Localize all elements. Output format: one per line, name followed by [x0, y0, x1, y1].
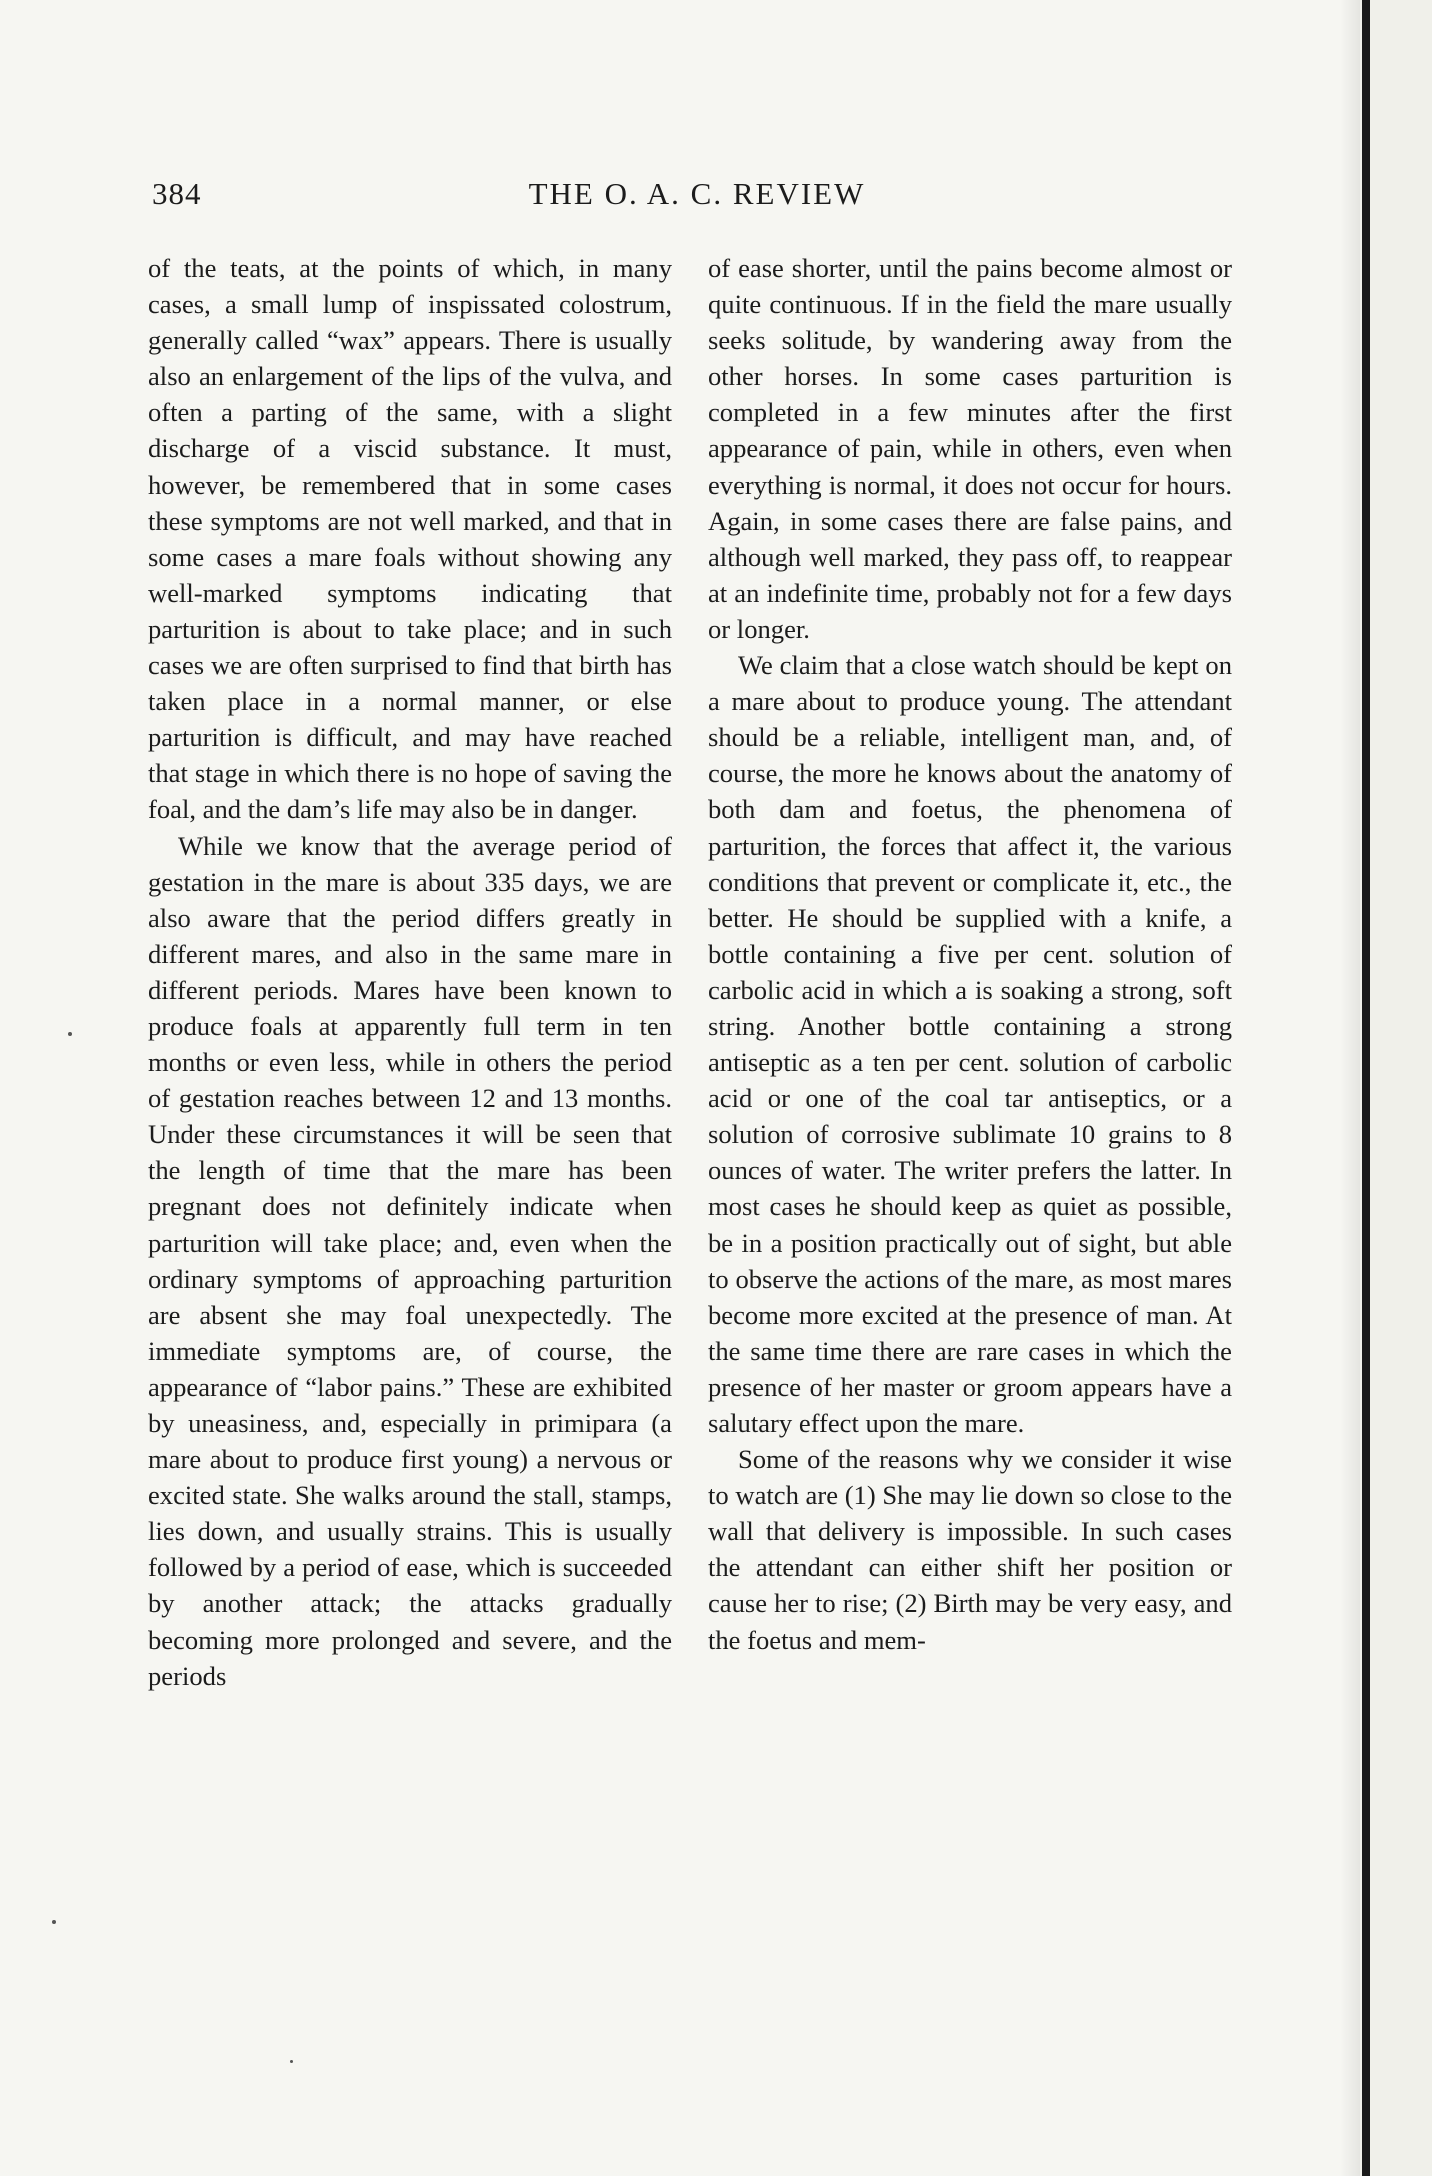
page-header	[152, 176, 1242, 220]
print-speck	[52, 1920, 56, 1924]
left-column	[148, 250, 672, 1694]
next-page-edge	[1360, 0, 1432, 2176]
right-column	[708, 250, 1232, 1658]
page-gutter-shadow	[1340, 0, 1362, 2176]
paragraph: We claim that a close watch should be kept on a mare about to produce young. The attendant should be a reliable, intelligent man, and, of course, the more he knows about the anatomy of both dam and foetus, the phenomena of parturition, the forces that affect it, the various conditions that prevent or complicate it, etc., the better. He should be supplied with a knife, a bottle containing a five per cent. solution of carbolic acid in which a is soaking a strong, soft string. Another bottle containing a strong antiseptic as a ten per cent. solution of carbolic acid or one of the coal tar antiseptics, or a solution of corrosive sublimate 10 grains to 8 ounces of water. The writer prefers the latter. In most cases he should keep as quiet as possible, be in a position practically out of sight, but able to observe the actions of the mare, as most mares become more excited at the presence of man. At the same time there are rare cases in which the presence of her master or groom appears have a salutary effect upon the mare.	[708, 650, 1232, 1438]
paragraph: of the teats, at the points of which, in many cases, a small lump of inspissated colostrum, generally called “wax” appears. There is usually also an enlargement of the lips of the vulva, and often a parting of the same, with a slight discharge of a viscid substance. It must, however, be remembered that in some cases these symptoms are not well marked, and that in some cases a mare foals without showing any well-marked symptoms indicating that parturition is about to take place; and in such cases we are often surprised to find that birth has taken place in a normal manner, or else parturition is difficult, and may have reached that stage in which there is no hope of saving the foal, and the dam’s life may also be in danger.	[148, 253, 672, 825]
running-title: THE O. A. C. REVIEW	[528, 176, 866, 211]
print-speck	[290, 2060, 293, 2063]
page-binding-line	[1362, 0, 1370, 2176]
paragraph: of ease shorter, until the pains become almost or quite continuous. If in the field the mare usually seeks solitude, by wandering away from the other horses. In some cases parturition is completed in a few minutes after the first appearance of pain, while in others, even when everything is normal, it does not occur for hours. Again, in some cases there are false pains, and although well marked, they pass off, to reappear at an indefinite time, probably not for a few days or longer.	[708, 253, 1232, 644]
paragraph: While we know that the average period of gestation in the mare is about 335 days, we are also aware that the period differs greatly in different mares, and also in the same mare in different periods. Mares have been known to produce foals at apparently full term in ten months or even less, while in others the period of gestation reaches between 12 and 13 months. Under these circumstances it will be seen that the length of time that the mare has been pregnant does not definitely indicate when parturition will take place; and, even when the ordinary symptoms of approaching parturition are absent she may foal unexpectedly. The immediate symptoms are, of course, the appearance of “labor pains.” These are exhibited by uneasiness, and, especially in primipara (a mare about to produce first young) a nervous or excited state. She walks around the stall, stamps, lies down, and usually strains. This is usually followed by a period of ease, which is succeeded by another attack; the attacks gradually becoming more prolonged and severe, and the periods	[148, 830, 672, 1691]
page-number: 384	[152, 176, 202, 211]
paragraph: Some of the reasons why we consider it wise to watch are (1) She may lie down so close to the wall that delivery is impossible. In such cases the attendant can either shift her position or cause her to rise; (2) Birth may be very easy, and the foetus and mem-	[708, 1444, 1232, 1655]
print-speck	[68, 1032, 72, 1036]
